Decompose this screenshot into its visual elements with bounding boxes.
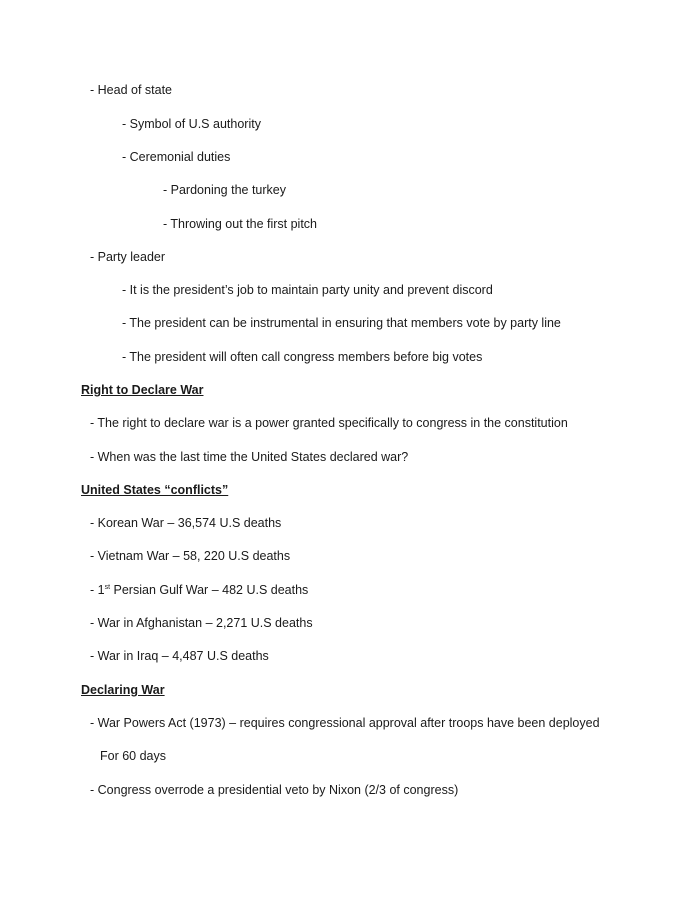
list-item: - The president will often call congress members before big votes <box>122 350 483 364</box>
list-item-gulf-war <box>90 582 308 598</box>
section-heading-declaring-war: Declaring War <box>81 683 165 697</box>
list-item: - Symbol of U.S authority <box>122 117 261 131</box>
list-item: - Throwing out the first pitch <box>163 217 318 231</box>
gulf-war-prefix: - 1 <box>90 583 105 597</box>
list-item: - Congress overrode a presidential veto by Nixon (2/3 of congress) <box>90 783 459 797</box>
list-item: - War in Iraq – 4,487 U.S deaths <box>90 649 269 663</box>
list-item: - It is the president’s job to maintain party unity and prevent discord <box>122 283 493 297</box>
list-item: - The president can be instrumental in ensuring that members vote by party line <box>122 316 561 330</box>
list-item: - Vietnam War – 58, 220 U.S deaths <box>90 549 291 563</box>
list-item: - War Powers Act (1973) – requires congressional approval after troops have been deployed <box>90 716 600 730</box>
list-item: - When was the last time the United States declared war? <box>90 450 409 464</box>
head-of-state-title: - Head of state <box>90 83 172 97</box>
list-item: - Ceremonial duties <box>122 150 231 164</box>
list-item-continuation: For 60 days <box>100 749 167 763</box>
list-item: - Pardoning the turkey <box>163 183 286 197</box>
list-item: - War in Afghanistan – 2,271 U.S deaths <box>90 616 313 630</box>
party-leader-title: - Party leader <box>90 250 166 264</box>
list-item: - Korean War – 36,574 U.S deaths <box>90 516 282 530</box>
list-item: - The right to declare war is a power granted specifically to congress in the constitution <box>90 416 568 430</box>
gulf-war-text: Persian Gulf War – 482 U.S deaths <box>110 583 309 597</box>
section-heading-us-conflicts: United States “conflicts” <box>81 483 229 497</box>
section-heading-right-to-declare-war: Right to Declare War <box>81 383 204 397</box>
gulf-war-ordinal: st <box>104 583 111 591</box>
